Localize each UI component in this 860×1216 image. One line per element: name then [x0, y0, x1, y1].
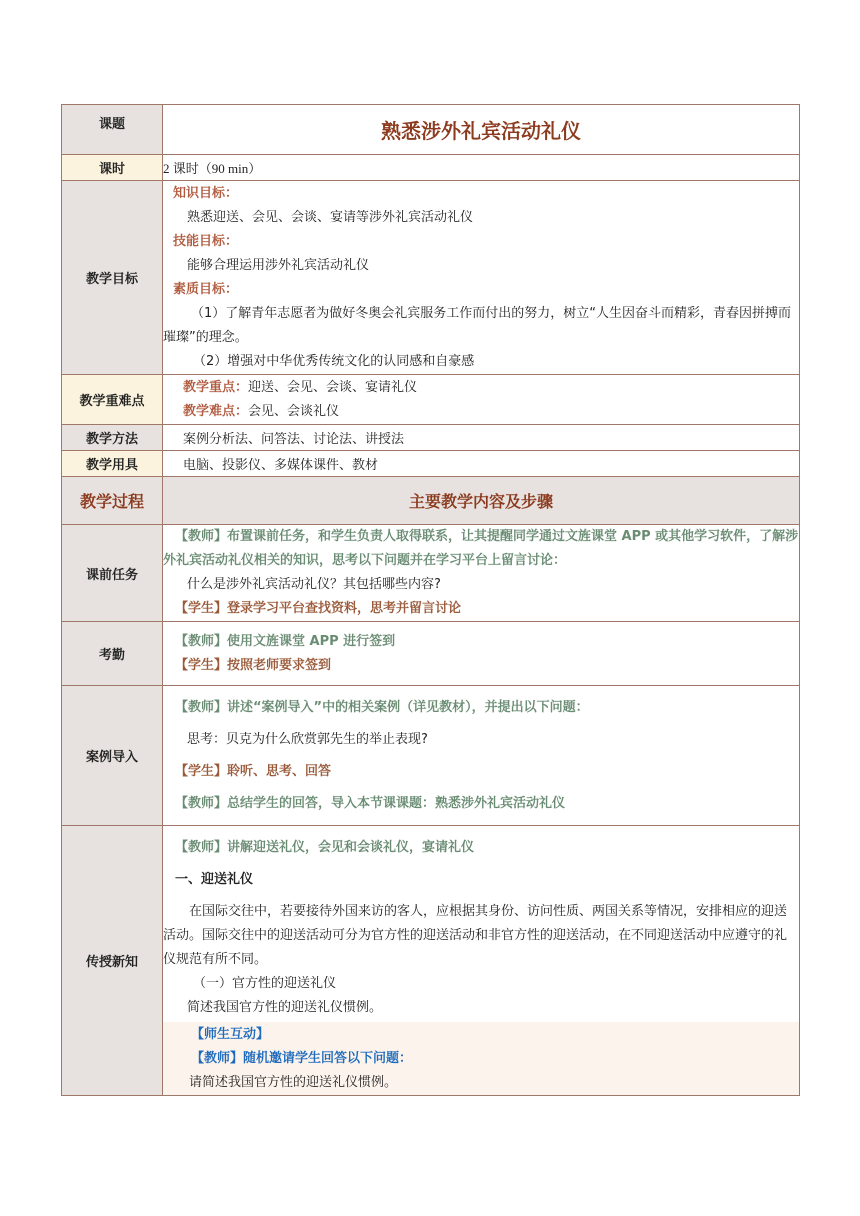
section-paragraph: 在国际交往中，若要接待外国来访的客人，应根据其身份、访问性质、两国关系等情况，安排相应的迎送活动。国际交往中的迎送活动可分为官方性的迎送活动和非官方性的迎送活动，在不同迎送活动中应遵守的礼仪规范有所不同。 — [163, 904, 788, 967]
hard-label: 教学难点： — [183, 403, 249, 419]
row-keypoints — [62, 375, 800, 425]
case-intro-student: 【学生】聆听、思考、回答 — [175, 763, 332, 779]
pre-task-teacher: 【教师】布置课前任务，和学生负责人取得联系，让其提醒同学通过文旌课堂 APP 或其他学习软件，了解涉外礼宾活动礼仪相关的知识，思考以下问题并在学习平台上留言讨论： — [163, 529, 799, 568]
attendance-student: 【学生】按照老师要求签到 — [175, 657, 332, 673]
case-intro-teacher: 【教师】讲述“案例导入”中的相关案例（详见教材），并提出以下问题： — [175, 699, 589, 715]
case-intro-content — [163, 686, 800, 826]
interaction-question: 请简述我国官方性的迎送礼仪惯例。 — [189, 1075, 398, 1090]
case-intro-think: 思考：贝克为什么欣赏郭先生的举止表现? — [187, 731, 428, 747]
keypoints-label: 教学重难点 — [62, 375, 163, 425]
row-hours — [62, 155, 800, 181]
keypoints-content — [163, 375, 800, 425]
pre-task-content — [163, 525, 800, 622]
key-text: 迎送、会见、会谈、宴请礼仪 — [248, 379, 418, 395]
attendance-content — [163, 622, 800, 686]
skill-title: 技能目标： — [173, 233, 239, 249]
interaction-title: 【师生互动】 — [191, 1027, 270, 1042]
row-process-header — [62, 477, 800, 525]
hours-value: 2 课时（90 min） — [163, 155, 800, 181]
process-header-left: 教学过程 — [62, 477, 163, 525]
row-tools — [62, 451, 800, 477]
page-title: 熟悉涉外礼宾活动礼仪 — [163, 105, 800, 155]
row-method — [62, 425, 800, 451]
tools-value: 电脑、投影仪、多媒体课件、教材 — [163, 451, 800, 477]
section-heading: 一、迎送礼仪 — [175, 872, 254, 887]
pre-task-student: 【学生】登录学习平台查找资料，思考并留言讨论 — [175, 601, 462, 616]
quality-item-2: （2）增强对中华优秀传统文化的认同感和自豪感 — [193, 353, 475, 369]
brief-text: 简述我国官方性的迎送礼仪惯例。 — [187, 1000, 383, 1015]
case-intro-teacher2: 【教师】总结学生的回答，导入本节课课题：熟悉涉外礼宾活动礼仪 — [175, 795, 566, 811]
method-value: 案例分析法、问答法、讨论法、讲授法 — [163, 425, 800, 451]
new-knowledge-content — [163, 826, 800, 1096]
row-case-intro — [62, 686, 800, 826]
row-pre-task — [62, 525, 800, 622]
knowledge-text: 熟悉迎送、会见、会谈、宴请等涉外礼宾活动礼仪 — [187, 209, 474, 225]
new-knowledge-label: 传授新知 — [62, 826, 163, 1096]
row-new-knowledge — [62, 826, 800, 1096]
row-topic — [62, 105, 800, 155]
interaction-box — [163, 1022, 799, 1095]
hours-label: 课时 — [62, 155, 163, 181]
attendance-label: 考勤 — [62, 622, 163, 686]
attendance-teacher: 【教师】使用文旌课堂 APP 进行签到 — [175, 633, 396, 649]
pre-task-label: 课前任务 — [62, 525, 163, 622]
subsection-heading: （一）官方性的迎送礼仪 — [193, 976, 337, 991]
pre-task-question: 什么是涉外礼宾活动礼仪？其包括哪些内容? — [187, 577, 441, 592]
skill-text: 能够合理运用涉外礼宾活动礼仪 — [187, 257, 370, 273]
row-attendance — [62, 622, 800, 686]
tools-label: 教学用具 — [62, 451, 163, 477]
topic-label: 课题 — [62, 105, 163, 155]
goals-label: 教学目标 — [62, 181, 163, 375]
key-label: 教学重点： — [183, 379, 249, 395]
hard-text: 会见、会谈礼仪 — [248, 403, 340, 419]
quality-title: 素质目标： — [173, 281, 239, 297]
quality-item-1: （1）了解青年志愿者为做好冬奥会礼宾服务工作而付出的努力，树立“人生因奋斗而精彩，青春因拼搏而璀璨”的理念。 — [163, 305, 792, 345]
lesson-plan-table — [61, 104, 800, 1096]
row-goals — [62, 181, 800, 375]
knowledge-title: 知识目标： — [173, 185, 239, 201]
goals-content — [163, 181, 800, 375]
interaction-teacher: 【教师】随机邀请学生回答以下问题： — [191, 1051, 413, 1066]
method-label: 教学方法 — [62, 425, 163, 451]
case-intro-label: 案例导入 — [62, 686, 163, 826]
new-knowledge-teacher: 【教师】讲解迎送礼仪，会见和会谈礼仪，宴请礼仪 — [175, 840, 475, 855]
process-header-right: 主要教学内容及步骤 — [163, 477, 800, 525]
